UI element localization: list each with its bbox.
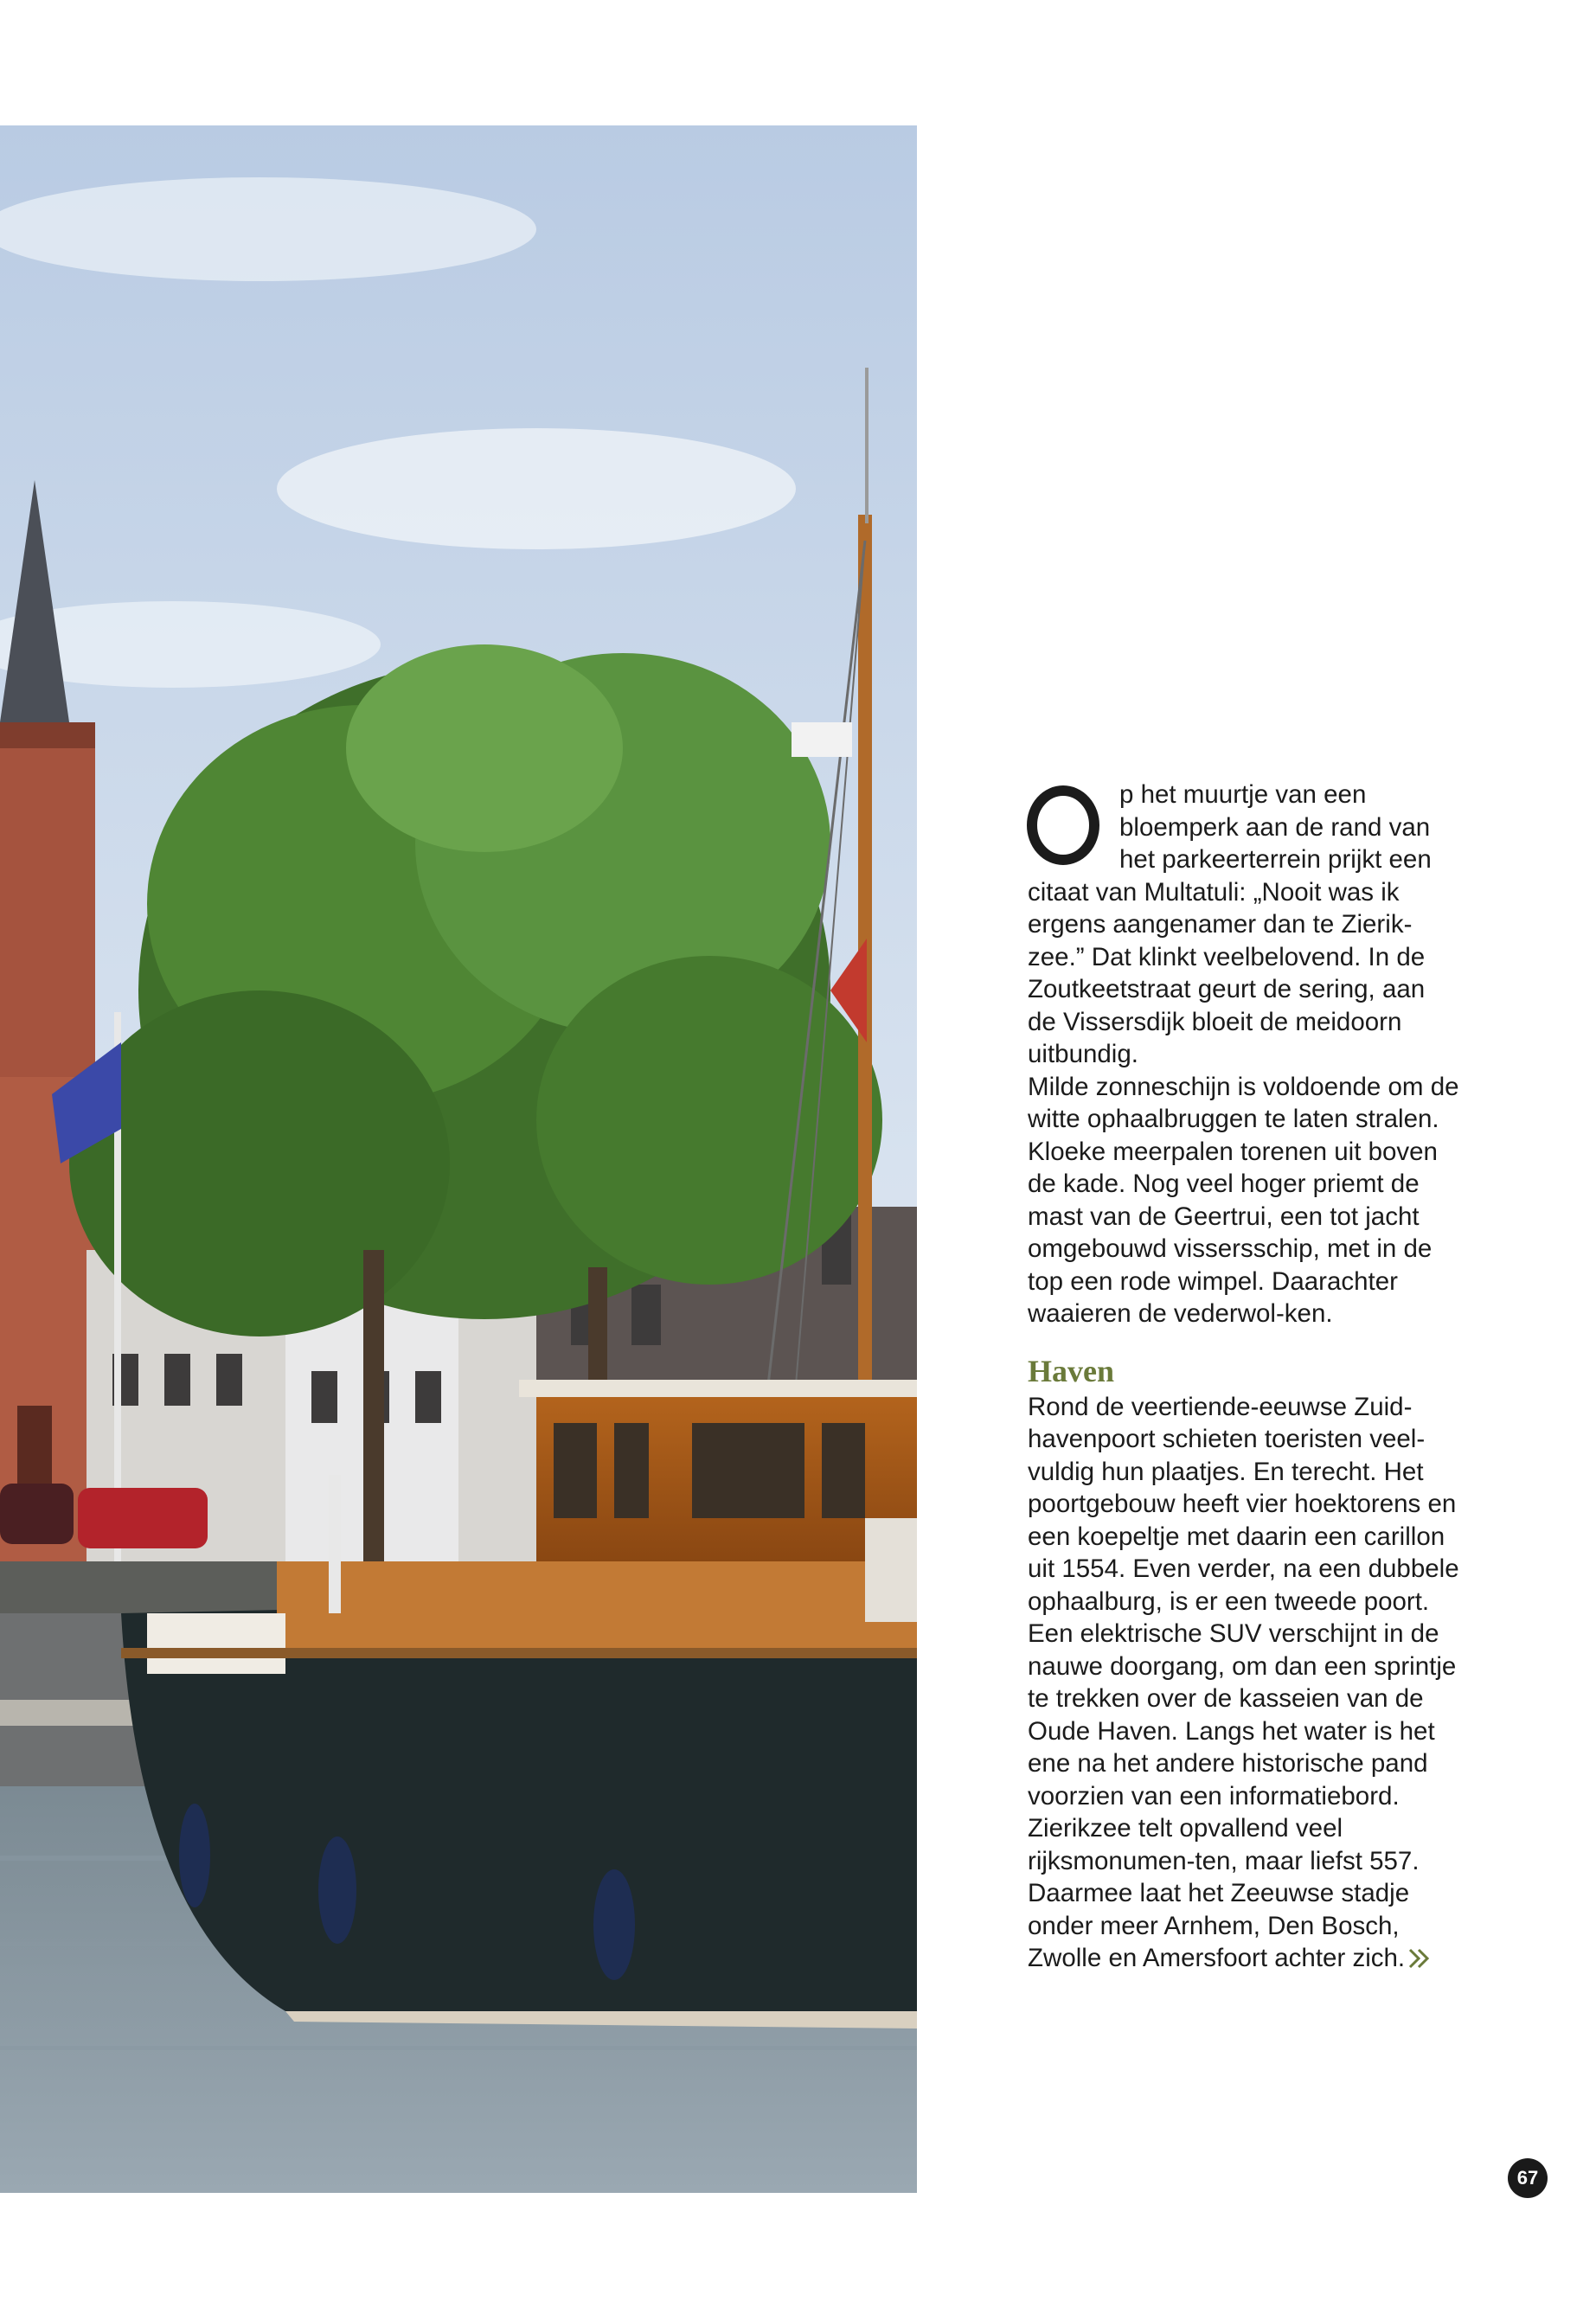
harbour-illustration	[0, 125, 917, 2193]
paragraph-3-text: Rond de veertiende-eeuwse Zuid-havenpoort schieten toeristen veel-vuldig hun plaatjes. En terecht. Het poortgebouw heeft vier hoektorens en een koepeltje met daarin een carillon uit 1554. Even verder, na een dubbele ophaalburg, is er een tweede poort. Een elektrische SUV verschijnt in de nauwe doorgang, om dan een sprintje te trekken over de kasseien van de Oude Haven. Langs het water is het ene na het andere historische pand voorzien van een informatiebord. Zierikzee telt opvallend veel rijksmonumen-ten, maar liefst 557. Daarmee laat het Zeeuwse stadje onder meer Arnhem, Den Bosch, Zwolle en Amersfoort achter zich.	[1028, 1392, 1459, 1972]
intro-continuation: citaat van Multatuli: „Nooit was ik ergens aangenamer dan te Zierik-zee.” Dat klinkt veelbelovend. In de Zoutkeetstraat geurt de sering, aan de Vissersdijk bloeit de meidoorn uitbundig.	[1028, 877, 1426, 1068]
dropcap-o	[1026, 784, 1100, 867]
harbour-photo	[0, 125, 917, 2193]
intro-paragraph	[1028, 779, 1460, 1071]
section-heading-haven: Haven	[1028, 1353, 1115, 1388]
intro-line-3: het parkeerterrein prijkt een	[1119, 845, 1432, 874]
double-chevron-right-icon	[1407, 1947, 1433, 1970]
intro-line-2: bloemperk aan de rand van	[1119, 812, 1431, 842]
paragraph-3	[1028, 1391, 1460, 1975]
intro-line-1: p het muurtje van een	[1119, 780, 1367, 809]
paragraph-2: Milde zonneschijn is voldoende om de witte ophaalbruggen te laten stralen. Kloeke meerpalen torenen uit boven de kade. Nog veel hoger priemt de mast van de Geertrui, een tot jacht omgebouwd vissersschip, met in de top een rode wimpel. Daarachter waaieren de vederwol-ken.	[1028, 1072, 1459, 1328]
article-body	[1028, 779, 1460, 1975]
page-number-badge: 67	[1508, 2158, 1548, 2198]
